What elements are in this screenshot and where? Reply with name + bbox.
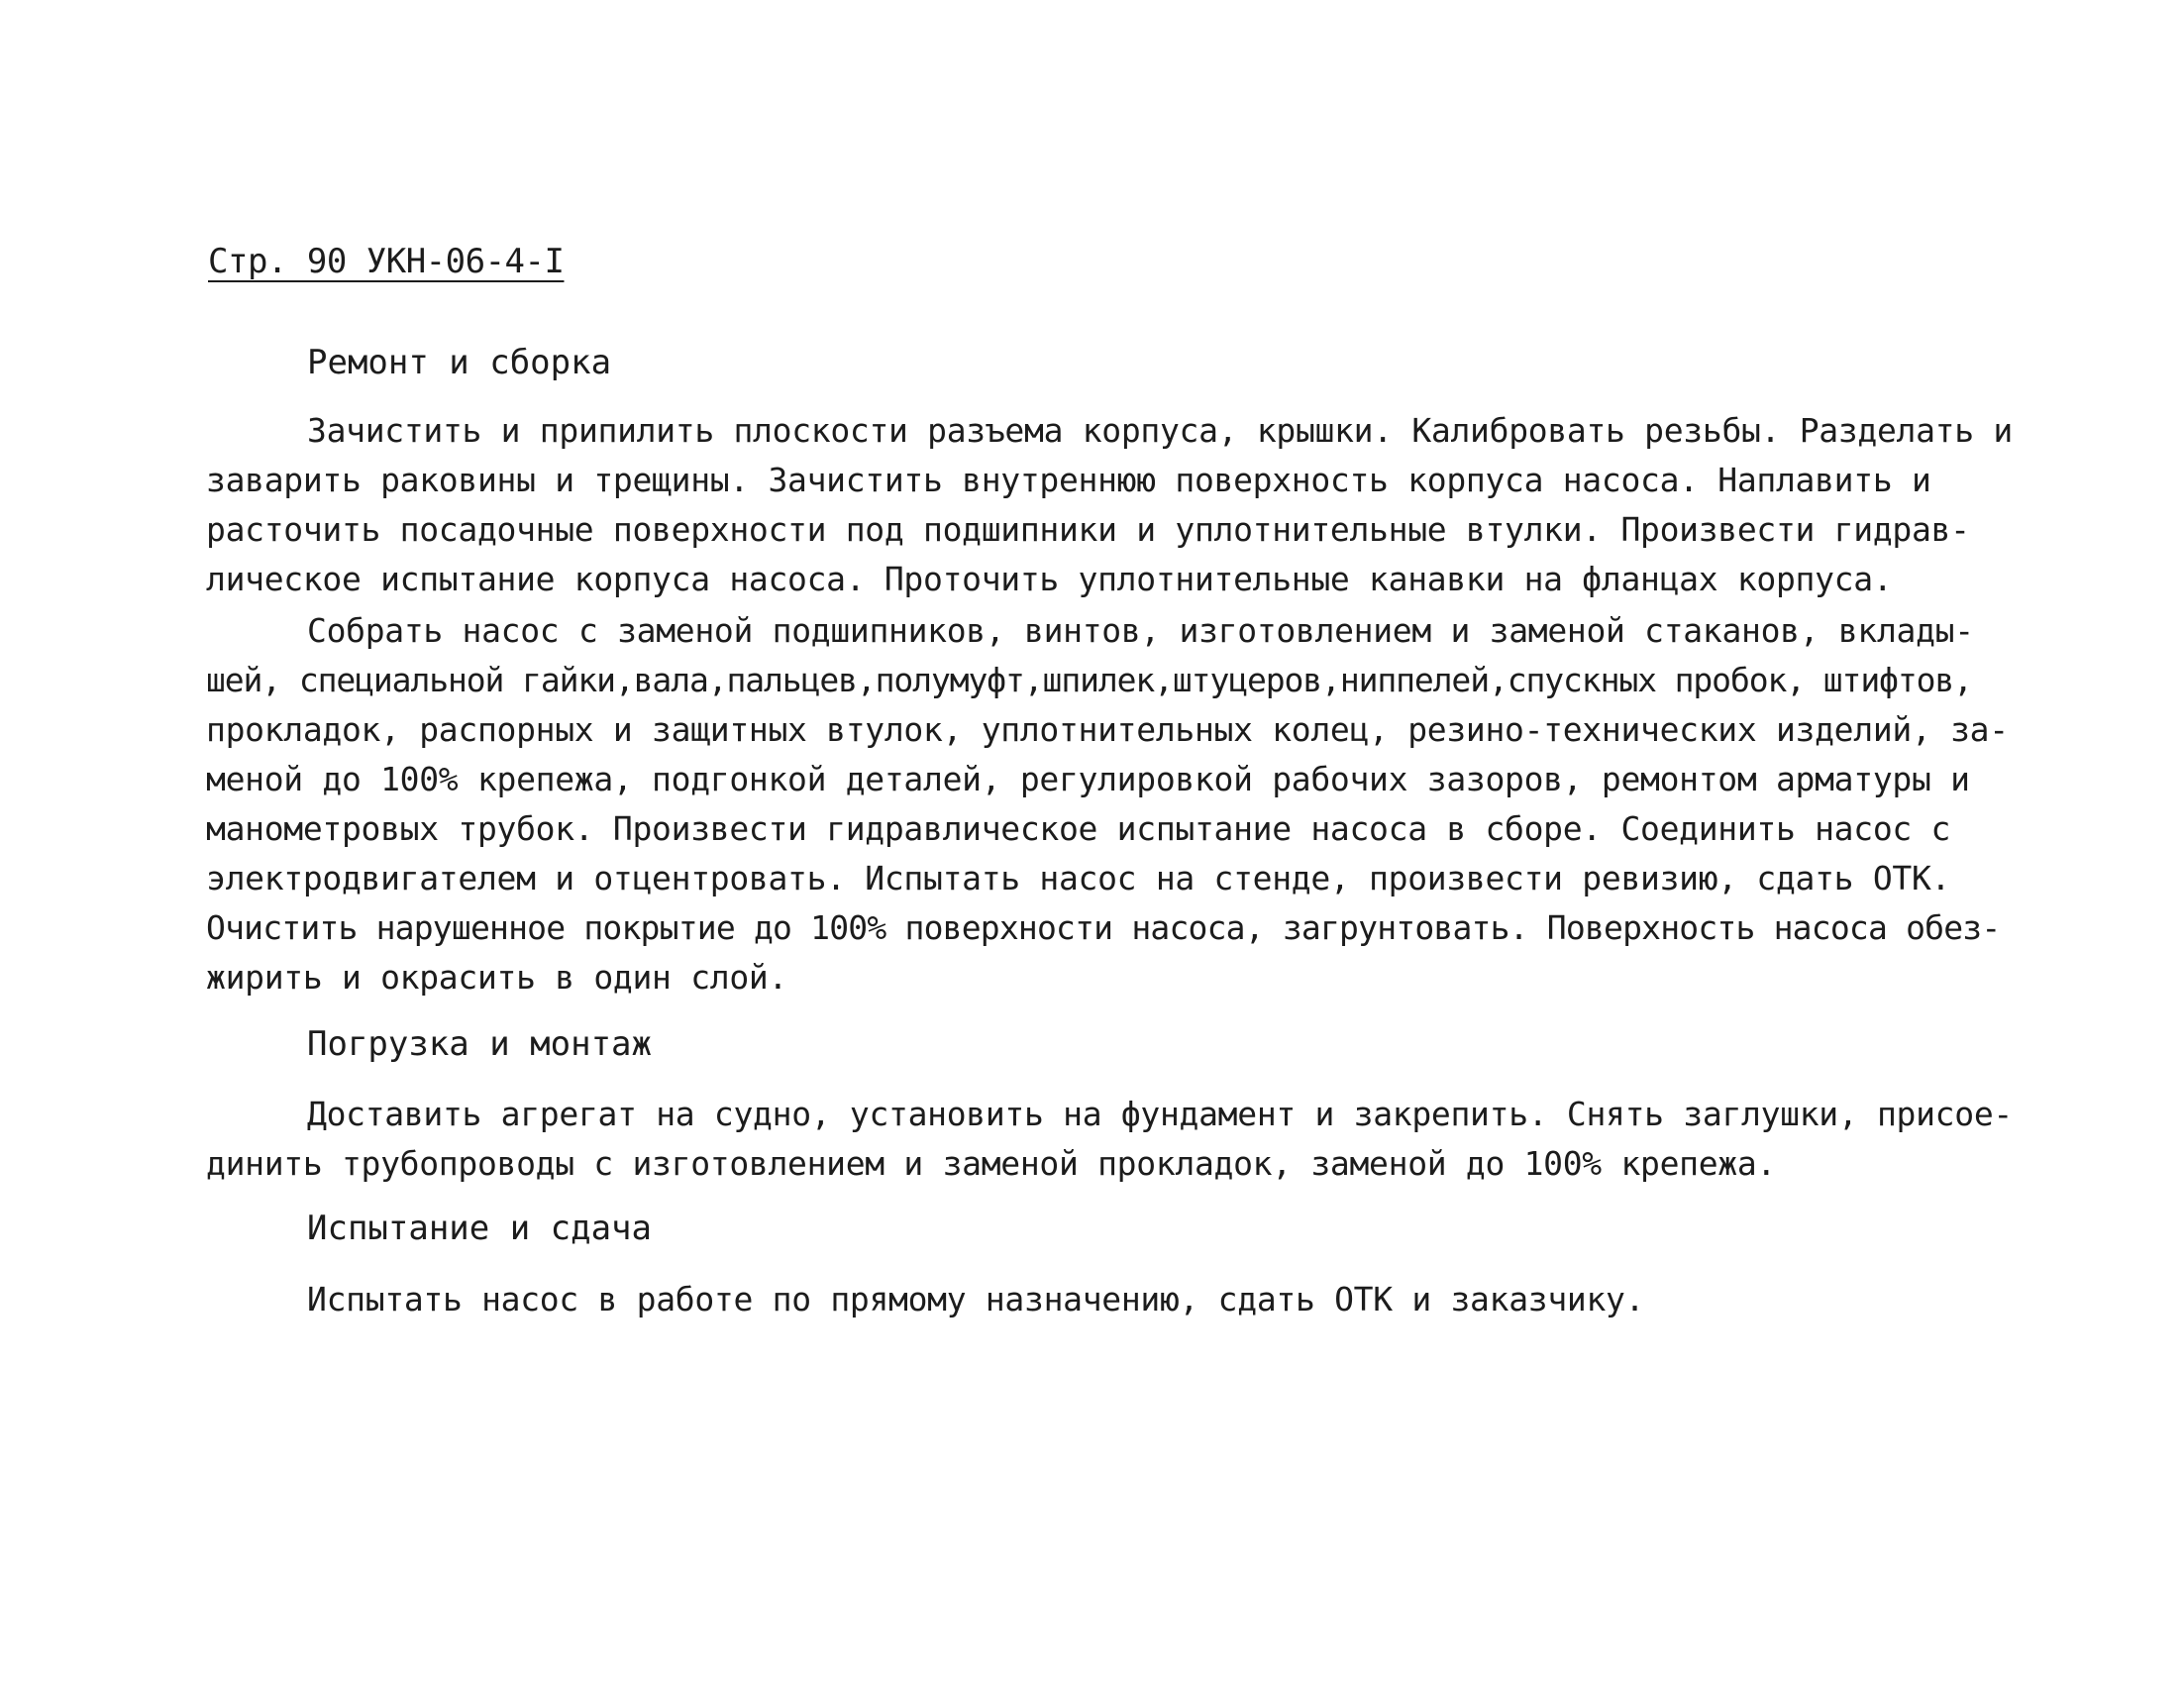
text-line: жирить и окрасить в один слой. — [206, 958, 788, 997]
text-line: Испытать насос в работе по прямому назначению, сдать ОТК и заказчику. — [307, 1280, 1645, 1318]
section-heading-testing: Испытание и сдача — [307, 1209, 652, 1248]
text-line: расточить посадочные поверхности под подшипники и уплотнительные втулки. Произвести гидрав- — [206, 510, 1970, 549]
text-line: динить трубопроводы с изготовлением и заменой прокладок, заменой до 100% крепежа. — [206, 1144, 1776, 1183]
text-line: шей, специальной гайки,вала,пальцев,полумуфт,шпилек,штуцеров,ниппелей,спускных пробок, штифтов, — [206, 661, 1972, 699]
text-line: электродвигателем и отцентровать. Испытать насос на стенде, произвести ревизию, сдать ОТК. — [206, 859, 1951, 897]
text-line: Зачистить и припилить плоскости разъема корпуса, крышки. Калибровать резьбы. Разделать и — [307, 411, 2013, 450]
text-line: Очистить нарушенное покрытие до 100% поверхности насоса, загрунтовать. Поверхность насоса обез- — [206, 908, 2001, 947]
text-line: манометровых трубок. Произвести гидравлическое испытание насоса в сборе. Соединить насос с — [206, 809, 1951, 848]
section-heading-loading: Погрузка и монтаж — [307, 1024, 652, 1064]
section-heading-repair: Ремонт и сборка — [307, 343, 612, 382]
text-line: Доставить агрегат на судно, установить на фундамент и закрепить. Снять заглушки, присое- — [307, 1095, 2013, 1133]
text-line: меной до 100% крепежа, подгонкой деталей, регулировкой рабочих зазоров, ремонтом арматуры и — [206, 760, 1970, 798]
text-line: заварить раковины и трещины. Зачистить внутреннюю поверхность корпуса насоса. Наплавить и — [206, 461, 1931, 499]
page-header: Стр. 90 УКН-06-4-I — [208, 242, 565, 281]
text-line: лическое испытание корпуса насоса. Проточить уплотнительные канавки на фланцах корпуса. — [206, 560, 1893, 598]
text-line: прокладок, распорных и защитных втулок, уплотнительных колец, резино-технических изделий, за- — [206, 710, 2009, 749]
text-line: Собрать насос с заменой подшипников, винтов, изготовлением и заменой стаканов, вклады- — [307, 611, 1974, 650]
